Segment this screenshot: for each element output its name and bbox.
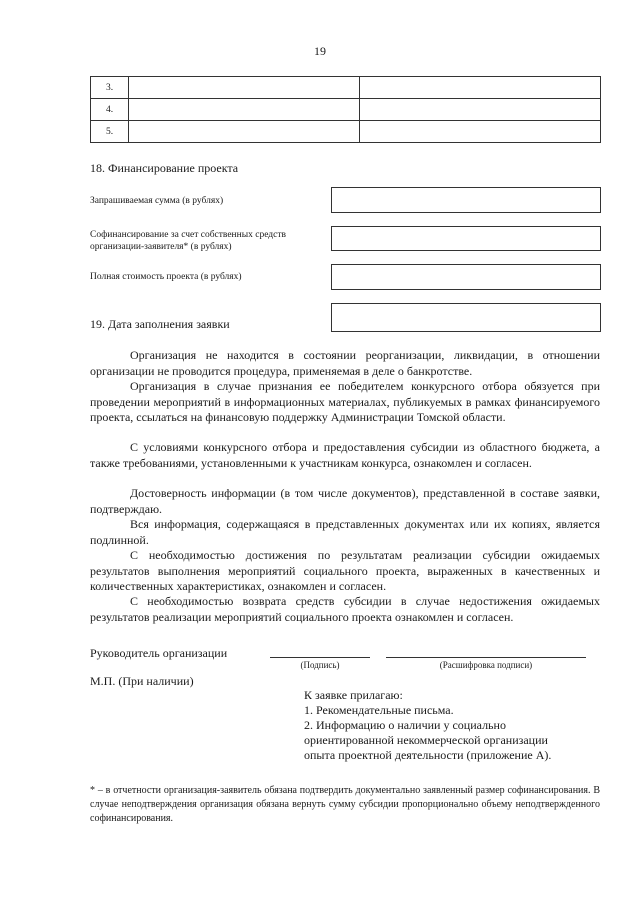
date-section-title: 19. Дата заполнения заявки — [90, 317, 230, 331]
cofinancing-label — [90, 229, 286, 253]
page-number: 19 — [314, 44, 326, 58]
paragraph-information-accuracy: Достоверность информации (в том числе документов), представленной в составе заявки, подтверждаю. — [90, 486, 600, 516]
row-number: 5. — [91, 121, 129, 143]
table-row — [91, 99, 601, 121]
paragraph-results-achievement: С необходимостью достижения по результатам реализации субсидии ожидаемых результатов выполнения мероприятий социального проекта, выраженных в качественных и количественных характеристиках, ознакомлен и согласен. — [90, 548, 600, 593]
table-cell[interactable] — [360, 121, 601, 143]
paragraph-subsidy-return: С необходимостью возврата средств субсидии в случае недостижения ожидаемых результатов реализации мероприятий социального проекта ознакомлен и согласен. — [90, 594, 600, 624]
paragraph-conditions-agreement: С условиями конкурсного отбора и предоставления субсидии из областного бюджета, а также требованиями, установленными к участникам конкурса, ознакомлен и согласен. — [90, 440, 600, 470]
table-cell[interactable] — [360, 77, 601, 99]
attachments-list — [304, 688, 551, 763]
paragraph-authenticity: Вся информация, содержащаяся в представленных документах или их копиях, является подлинной. — [90, 517, 600, 547]
attachment-item: 1. Рекомендательные письма. — [304, 703, 454, 717]
cofinancing-field[interactable] — [331, 226, 601, 251]
row-number: 3. — [91, 77, 129, 99]
requested-amount-label: Запрашиваемая сумма (в рублях) — [90, 196, 224, 206]
attachment-item-continuation: ориентированной некоммерческой организации — [304, 733, 548, 747]
attachments-title: К заявке прилагаю: — [304, 688, 403, 702]
row-number: 4. — [91, 99, 129, 121]
total-cost-field[interactable] — [331, 264, 601, 290]
signature-decoding-line[interactable] — [386, 657, 586, 658]
attachment-item-continuation: опыта проектной деятельности (приложение А). — [304, 748, 552, 762]
cofinancing-label-line1: Софинансирование за счет собственных средств — [90, 230, 286, 240]
table-row — [91, 77, 601, 99]
financing-title: 18. Финансирование проекта — [90, 161, 239, 175]
attachment-item: 2. Информацию о наличии у социально — [304, 718, 506, 732]
table-cell[interactable] — [129, 99, 360, 121]
signature-hint: (Подпись) — [300, 660, 340, 670]
paragraph-no-reorganization: Организация не находится в состоянии реорганизации, ликвидации, в отношении организации не проводится процедура, применяемая в деле о банкротстве. — [90, 348, 600, 378]
paragraph-media-reference: Организация в случае признания ее победителем конкурсного отбора обязуется при проведении мероприятий в информационных материалах, публикуемых в рамках финансируемого проекта, ссылаться на финансовую поддержку Администрации Томской области. — [90, 379, 600, 424]
requested-amount-field[interactable] — [331, 187, 601, 213]
table-cell[interactable] — [129, 121, 360, 143]
projects-table — [90, 76, 601, 143]
application-date-field[interactable] — [331, 303, 601, 332]
table-cell[interactable] — [360, 99, 601, 121]
head-of-organization-label: Руководитель организации — [90, 646, 228, 660]
table-row — [91, 121, 601, 143]
signature-line[interactable] — [270, 657, 370, 658]
total-cost-label: Полная стоимость проекта (в рублях) — [90, 272, 242, 282]
stamp-label: М.П. (При наличии) — [90, 674, 194, 688]
cofinancing-label-line2: организации-заявителя* (в рублях) — [90, 242, 232, 252]
footnote: * – в отчетности организация-заявитель обязана подтвердить документально заявленный размер софинансирования. В случае неподтверждения организация обязана вернуть сумму субсидии пропорционально объему неподтвержденного софинансирования. — [90, 785, 600, 824]
decoding-hint: (Расшифровка подписи) — [439, 660, 533, 670]
table-cell[interactable] — [129, 77, 360, 99]
